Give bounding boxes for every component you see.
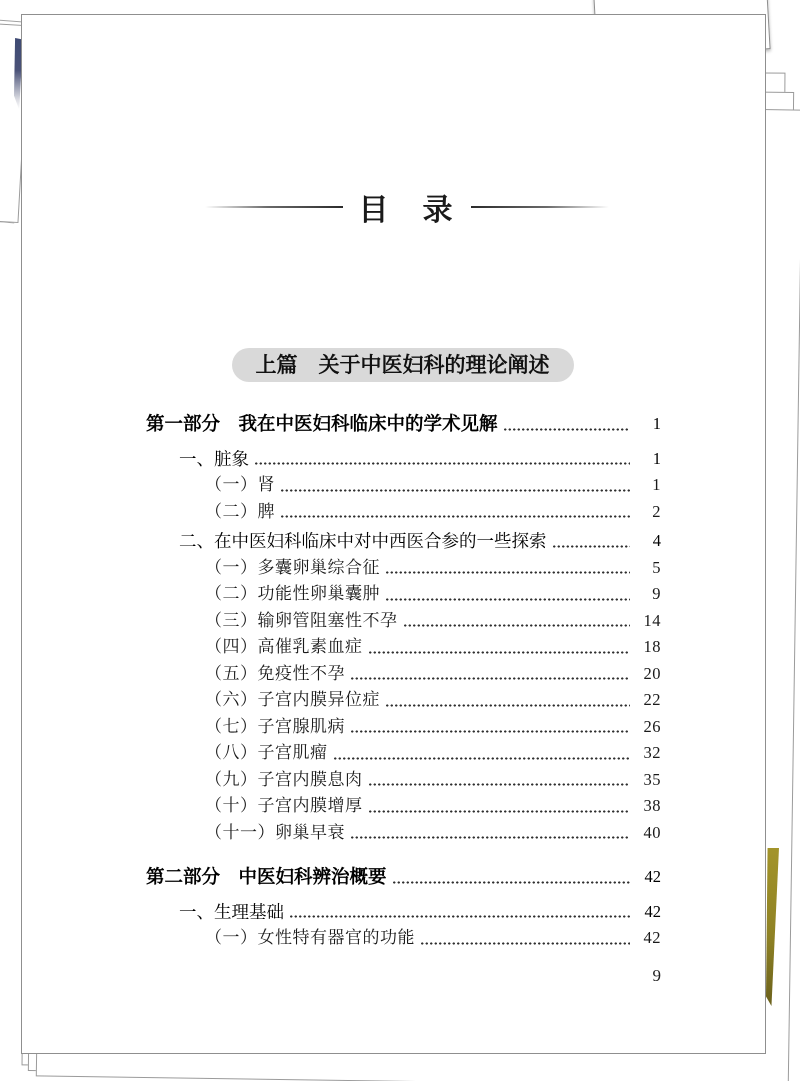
- dot-leader: [280, 489, 630, 492]
- toc-entry-page-number: 4: [652, 531, 661, 550]
- toc-entry-label: 第一部分 我在中医妇科临床中的学术见解: [146, 413, 498, 434]
- page-title: 目 录: [358, 194, 455, 227]
- toc-entry-page-number: 42: [644, 901, 661, 921]
- toc-row: [146, 608, 661, 635]
- toc-entry-page-number: 22: [643, 690, 661, 709]
- toc-entry-page-number: 40: [643, 822, 661, 842]
- toc-row: [146, 925, 661, 952]
- toc-entry-page-number: 18: [643, 637, 661, 656]
- toc-row: [146, 555, 661, 582]
- toc-row: [146, 581, 661, 608]
- dot-leader: [368, 783, 631, 786]
- dot-leader: [350, 836, 630, 839]
- toc-row: [146, 661, 661, 688]
- toc-entry-page-number: 38: [643, 796, 661, 815]
- toc-row: [146, 767, 661, 794]
- toc-entry-page-number: 26: [643, 716, 661, 736]
- dot-leader: [368, 810, 631, 813]
- toc-title-row: [22, 187, 765, 227]
- toc-entry-label: 一、生理基础: [179, 901, 284, 922]
- toc-entry-page-number: 42: [643, 928, 661, 947]
- dot-leader: [552, 545, 631, 548]
- dot-leader: [289, 915, 630, 918]
- toc-entry-label: （六）子宫内膜异位症: [205, 690, 380, 709]
- toc-row: [146, 820, 661, 847]
- dot-leader: [350, 677, 630, 680]
- toc-page: [21, 14, 766, 1054]
- dot-leader: [503, 428, 630, 431]
- toc-entry-page-number: 32: [643, 743, 661, 762]
- toc-entry-label: 一、脏象: [179, 448, 249, 469]
- toc-entry-label: （七）子宫腺肌病: [205, 716, 345, 736]
- toc-entry-label: （四）高催乳素血症: [205, 637, 363, 656]
- dot-leader: [333, 757, 631, 760]
- toc-entry-page-number: 9: [652, 584, 661, 603]
- toc-entry-label: （九）子宫内膜息肉: [205, 769, 363, 789]
- toc-entry-label: （十一）卵巢早衰: [205, 822, 345, 842]
- dot-leader: [368, 651, 631, 654]
- dot-leader: [420, 942, 630, 945]
- dot-leader: [254, 462, 630, 465]
- dot-leader: [350, 730, 630, 733]
- toc-row: [146, 446, 661, 473]
- toc-entry-label: （十）子宫内膜增厚: [205, 796, 363, 815]
- toc-entry-page-number: 1: [652, 448, 661, 468]
- toc-entry-page-number: 42: [644, 867, 661, 886]
- section-banner-row: [22, 348, 765, 382]
- toc-row: [146, 499, 661, 526]
- dot-leader: [392, 881, 630, 884]
- toc-list: [146, 411, 661, 952]
- toc-entry-label: （一）多囊卵巢综合征: [205, 557, 380, 577]
- dot-leader: [385, 571, 630, 574]
- toc-row: [146, 793, 661, 820]
- title-rule-right: [471, 206, 609, 208]
- toc-entry-label: （二）脾: [205, 501, 275, 521]
- toc-entry-label: （二）功能性卵巢囊肿: [205, 584, 380, 603]
- dot-leader: [403, 624, 631, 627]
- toc-entry-page-number: 1: [652, 475, 661, 494]
- toc-row: [146, 714, 661, 741]
- toc-row: [146, 472, 661, 499]
- toc-entry-label: （三）输卵管阻塞性不孕: [205, 610, 398, 630]
- folio-page-number: 9: [652, 966, 661, 985]
- toc-row: [146, 899, 661, 926]
- toc-row: [146, 687, 661, 714]
- section-banner: 上篇 关于中医妇科的理论阐述: [232, 348, 574, 382]
- toc-entry-label: （五）免疫性不孕: [205, 663, 345, 683]
- toc-entry-label: 二、在中医妇科临床中对中西医合参的一些探索: [179, 531, 547, 551]
- toc-row: [146, 740, 661, 767]
- toc-row: [146, 864, 661, 891]
- toc-entry-label: （一）肾: [205, 475, 275, 494]
- toc-entry-page-number: 2: [652, 501, 661, 521]
- toc-entry-page-number: 5: [652, 557, 661, 577]
- toc-entry-label: （一）女性特有器官的功能: [205, 928, 415, 947]
- dot-leader: [385, 598, 630, 601]
- dot-leader: [280, 515, 630, 518]
- toc-row: [146, 634, 661, 661]
- toc-entry-label: （八）子宫肌瘤: [205, 743, 328, 762]
- toc-row: [146, 528, 661, 555]
- toc-entry-page-number: 1: [652, 414, 661, 433]
- toc-entry-page-number: 35: [643, 769, 661, 789]
- dot-leader: [385, 704, 630, 707]
- toc-row: [146, 411, 661, 438]
- title-rule-left: [205, 206, 343, 208]
- toc-entry-label: 第二部分 中医妇科辨治概要: [146, 866, 387, 887]
- toc-entry-page-number: 14: [643, 610, 661, 630]
- toc-entry-page-number: 20: [643, 663, 661, 683]
